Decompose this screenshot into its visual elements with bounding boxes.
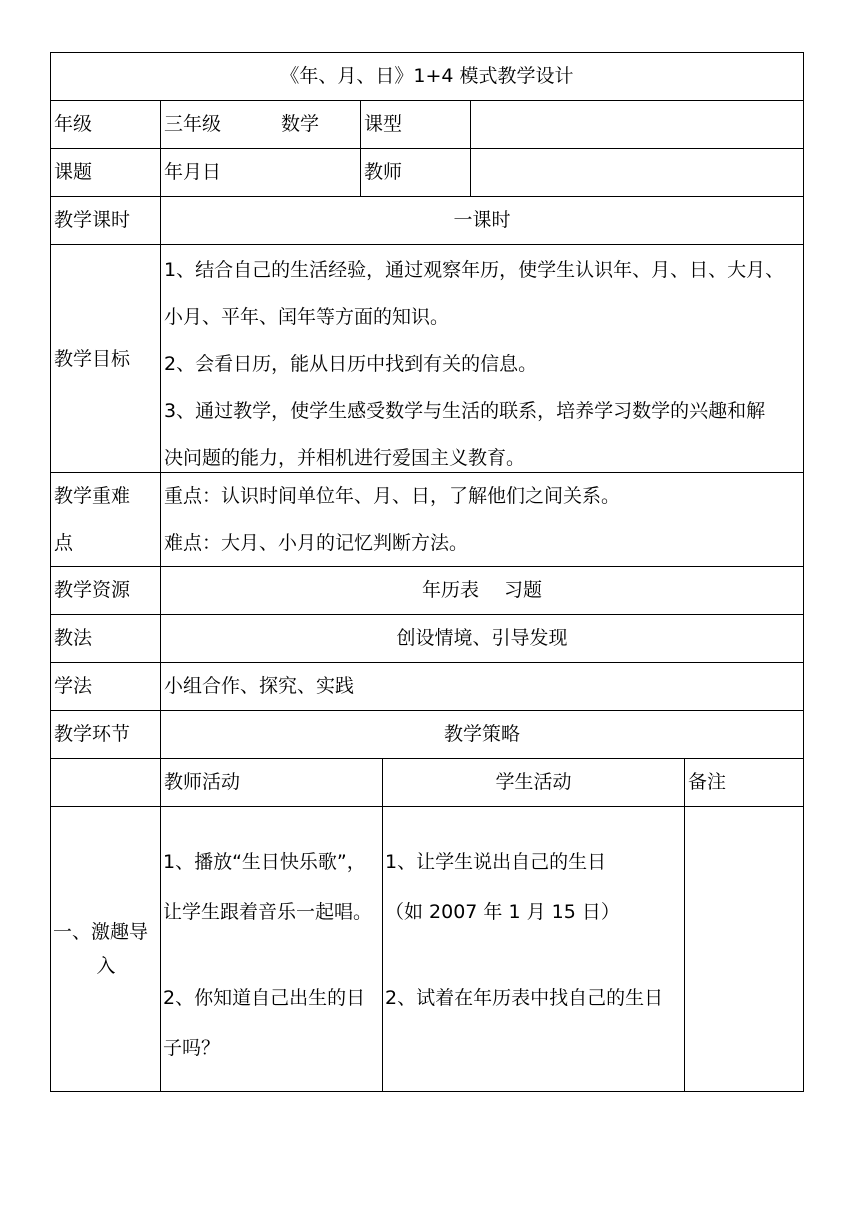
period-label: 教学课时 xyxy=(50,196,160,244)
learning-label: 学法 xyxy=(50,662,160,710)
keypoints-label-line2: 点 xyxy=(54,532,74,554)
goals-content xyxy=(160,244,804,472)
method-value: 创设情境、引导发现 xyxy=(160,614,804,662)
teacher-step2-b: 子吗？ xyxy=(163,1037,221,1059)
keypoints-label-line1: 教学重难 xyxy=(54,485,131,507)
grade-value xyxy=(160,100,360,148)
goal-line: 小月、平年、闰年等方面的知识。 xyxy=(164,306,450,328)
topic-value: 年月日 xyxy=(160,148,360,196)
subject-value: 数学 xyxy=(281,113,320,135)
student-step1-b: （如 2007 年 1 月 15 日） xyxy=(385,901,620,923)
teacher-step2-a: 2、你知道自己出生的日 xyxy=(163,987,366,1009)
teacher-step1-b: 让学生跟着音乐一起唱。 xyxy=(163,901,373,923)
grade-label: 年级 xyxy=(50,100,160,148)
teacher-label: 教师 xyxy=(360,148,470,196)
doc-title: 《年、月、日》1+4 模式教学设计 xyxy=(50,52,804,100)
course-type-value xyxy=(470,100,804,148)
goal-line: 1、结合自己的生活经验，通过观察年历，使学生认识年、月、日、大月、 xyxy=(164,259,785,281)
note-header: 备注 xyxy=(684,758,804,806)
period-value: 一课时 xyxy=(160,196,804,244)
topic-label: 课题 xyxy=(50,148,160,196)
activity-header-blank xyxy=(50,758,160,806)
goals-label: 教学目标 xyxy=(50,244,160,472)
goal-line: 3、通过教学，使学生感受数学与生活的联系，培养学习数学的兴趣和解 xyxy=(164,400,766,422)
keypoints-content xyxy=(160,472,804,566)
method-label: 教法 xyxy=(50,614,160,662)
goal-line: 2、会看日历，能从日历中找到有关的信息。 xyxy=(164,353,538,375)
student-step2: 2、试着在年历表中找自己的生日 xyxy=(385,987,664,1009)
lesson-plan-table xyxy=(50,52,804,1092)
grade-value-1: 三年级 xyxy=(164,113,222,135)
section1-student-activity xyxy=(382,806,684,1092)
section1-label-line1: 一、激趣导 xyxy=(53,921,149,943)
resources-label: 教学资源 xyxy=(50,566,160,614)
student-activity-header: 学生活动 xyxy=(382,758,684,806)
stage-label: 教学环节 xyxy=(50,710,160,758)
keypoints-label xyxy=(50,472,160,566)
student-step1-a: 1、让学生说出自己的生日 xyxy=(385,851,607,873)
teacher-step1-a: 1、播放“生日快乐歌”， xyxy=(163,851,366,873)
strategy-label: 教学策略 xyxy=(160,710,804,758)
course-type-label: 课型 xyxy=(360,100,470,148)
goal-line: 决问题的能力，并相机进行爱国主义教育。 xyxy=(164,447,526,469)
section1-note xyxy=(684,806,804,1092)
section1-label-line2: 入 xyxy=(96,955,116,977)
section1-label xyxy=(50,806,160,1092)
keypoint-difficulty: 难点：大月、小月的记忆判断方法。 xyxy=(164,532,469,554)
keypoint-focus: 重点：认识时间单位年、月、日，了解他们之间关系。 xyxy=(164,485,621,507)
teacher-value xyxy=(470,148,804,196)
resources-value: 年历表 习题 xyxy=(160,566,804,614)
learning-value: 小组合作、探究、实践 xyxy=(160,662,804,710)
teacher-activity-header: 教师活动 xyxy=(160,758,382,806)
section1-teacher-activity xyxy=(160,806,382,1092)
